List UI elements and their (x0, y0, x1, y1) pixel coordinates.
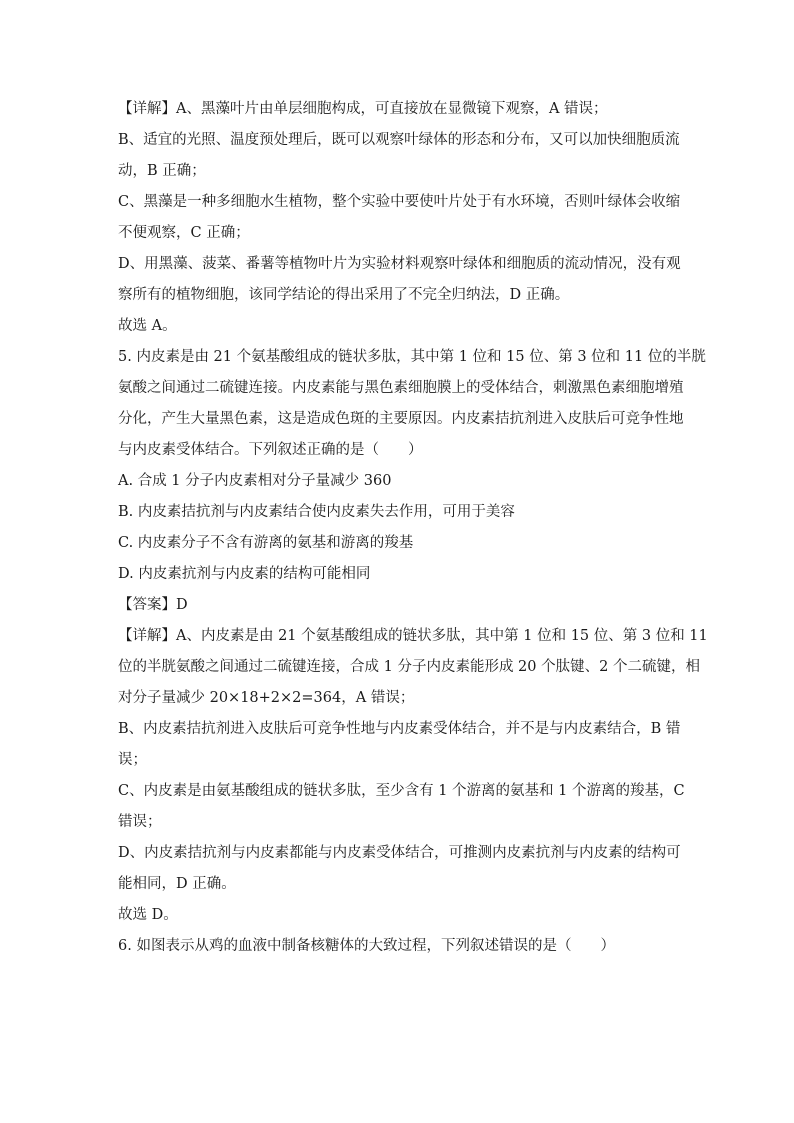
text-line: D、用黑藻、菠菜、番薯等植物叶片为实验材料观察叶绿体和细胞质的流动情况，没有观 (118, 256, 681, 272)
text-line: 误； (118, 752, 147, 768)
text-line: 错误； (118, 814, 162, 830)
question-stem-line: 5. 内皮素是由 21 个氨基酸组成的链状多肽，其中第 1 位和 15 位、第 3 位和 11 位的半胱 (118, 349, 706, 365)
text-line: 察所有的植物细胞，该同学结论的得出采用了不完全归纳法，D 正确。 (118, 287, 570, 303)
text-line: 动，B 正确； (118, 163, 206, 179)
document-body (118, 100, 708, 955)
text-line: C、内皮素是由氨基酸组成的链状多肽，至少含有 1 个游离的氨基和 1 个游离的羧基，C (118, 783, 685, 799)
question-stem-line: 分化，产生大量黑色素，这是造成色斑的主要原因。内皮素拮抗剂进入皮肤后可竞争性地 (118, 411, 684, 427)
option-b: B. 内皮素拮抗剂与内皮素结合使内皮素失去作用，可用于美容 (118, 504, 515, 520)
text-line: 故选 D。 (118, 907, 178, 923)
text-line: 位的半胱氨酸之间通过二硫键连接，合成 1 分子内皮素能形成 20 个肽键、2 个二硫键，相 (118, 659, 700, 675)
text-line: C、黑藻是一种多细胞水生植物，整个实验中要使叶片处于有水环境，否则叶绿体会收缩 (118, 194, 681, 210)
text-line: 不便观察，C 正确； (118, 225, 250, 241)
text-line: 故选 A。 (118, 318, 177, 334)
text-line: 能相同，D 正确。 (118, 876, 236, 892)
text-line: 【详解】A、内皮素是由 21 个氨基酸组成的链状多肽，其中第 1 位和 15 位、第 3 位和 11 (118, 628, 708, 644)
text-line: B、适宜的光照、温度预处理后，既可以观察叶绿体的形态和分布，又可以加快细胞质流 (118, 132, 680, 148)
answer-line: 【答案】D (118, 597, 188, 613)
question-stem-line: 6. 如图表示从鸡的血液中制备核糖体的大致过程，下列叙述错误的是（ ） (118, 938, 615, 954)
question-stem-line: 氨酸之间通过二硫键连接。内皮素能与黑色素细胞膜上的受体结合，刺激黑色素细胞增殖 (118, 380, 684, 396)
text-line: B、内皮素拮抗剂进入皮肤后可竞争性地与内皮素受体结合，并不是与内皮素结合，B 错 (118, 721, 681, 737)
option-c: C. 内皮素分子不含有游离的氨基和游离的羧基 (118, 535, 414, 551)
text-line: D、内皮素拮抗剂与内皮素都能与内皮素受体结合，可推测内皮素抗剂与内皮素的结构可 (118, 845, 681, 861)
question-stem-line: 与内皮素受体结合。下列叙述正确的是（ ） (118, 442, 423, 458)
option-d: D. 内皮素抗剂与内皮素的结构可能相同 (118, 566, 371, 582)
option-a: A. 合成 1 分子内皮素相对分子量减少 360 (118, 473, 392, 489)
text-line: 对分子量减少 20×18+2×2=364，A 错误； (118, 690, 415, 706)
text-line: 【详解】A、黑藻叶片由单层细胞构成，可直接放在显微镜下观察，A 错误； (118, 101, 608, 117)
